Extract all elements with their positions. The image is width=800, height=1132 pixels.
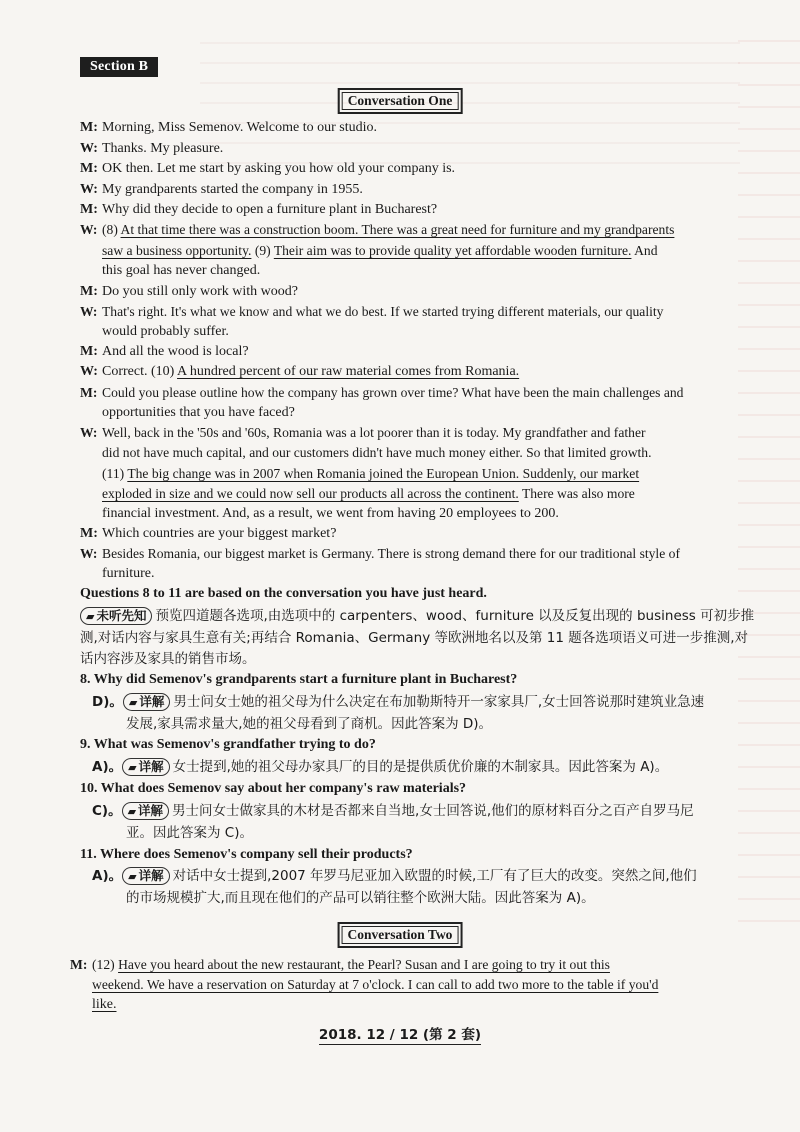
dialogue-line: would probably suffer.: [102, 324, 229, 339]
answer-10-cont: 亚。因此答案为 C)。: [126, 825, 253, 841]
questions-header: Questions 8 to 11 are based on the conversation you have just heard.: [80, 586, 487, 601]
dialogue-line: M: Which countries are your biggest market?: [80, 526, 337, 541]
key-sentence-8: At that time there was a construction boom. There was a great need for furniture and my grandparents: [120, 222, 675, 237]
preview-badge: ▰ 未听先知: [80, 607, 152, 625]
dialogue-line-q10: W: Correct. (10) A hundred percent of our raw material comes from Romania.: [80, 364, 520, 379]
dialogue-line-q9: saw a business opportunity. (9) Their aim was to provide quality yet affordable wooden furniture. And: [102, 243, 658, 258]
dialogue-line: M: Why did they decide to open a furniture plant in Bucharest?: [80, 202, 438, 217]
preview-line: 话内容涉及家具的销售市场。: [80, 651, 256, 667]
detail-badge: ▰ 详解: [122, 758, 169, 776]
conversation-one-title: Conversation One: [338, 88, 463, 114]
dialogue-line: M: Morning, Miss Semenov. Welcome to our studio.: [80, 120, 377, 135]
dialogue-line: W: Well, back in the '50s and '60s, Romania was a lot poorer than it is today. My grandfather and father: [80, 425, 646, 440]
question-9: 9. What was Semenov's grandfather trying to do?: [80, 737, 376, 752]
dialogue-line: W: That's right. It's what we know and what we do best. If we started trying different materials, our quality: [80, 304, 664, 319]
dialogue-line: financial investment. And, as a result, we went from having 20 employees to 200.: [102, 506, 559, 521]
answer-10: C)。 ▰ 详解 男士问女士做家具的木材是否都来自当地,女士回答说,他们的原材料百分之百产自罗马尼: [92, 803, 694, 819]
folder-icon: ▰: [127, 805, 137, 818]
dialogue-line-q8: W: (8) At that time there was a construction boom. There was a great need for furniture and my grandparents: [80, 222, 675, 237]
dialogue-line: this goal has never changed.: [102, 263, 261, 278]
bleed-through-texture-right: [738, 40, 800, 940]
detail-badge: ▰ 详解: [123, 693, 170, 711]
preview-line: ▰ 未听先知 预览四道题各选项,由选项中的 carpenters、wood、furniture 以及反复出现的 business 可初步推: [80, 606, 738, 626]
key-sentence-9: Their aim was to provide quality yet affordable wooden furniture.: [273, 243, 632, 258]
dialogue-line: W: Thanks. My pleasure.: [80, 141, 224, 156]
folder-icon: ▰: [86, 610, 95, 623]
dialogue-line-q11: (11) The big change was in 2007 when Romania joined the European Union. Suddenly, our market: [102, 466, 640, 481]
key-sentence-11: The big change was in 2007 when Romania joined the European Union. Suddenly, our market: [127, 466, 640, 481]
dialogue-line: W: Besides Romania, our biggest market is Germany. There is strong demand there for our traditional style of: [80, 546, 680, 561]
section-label: Section B: [80, 57, 158, 77]
key-sentence-10: A hundred percent of our raw material comes from Romania.: [177, 364, 520, 379]
dialogue-line: M: Could you please outline how the company has grown over time? What have been the main challenges and: [80, 385, 684, 400]
folder-icon: ▰: [128, 761, 137, 774]
answer-8-cont: 发展,家具需求量大,她的祖父母看到了商机。因此答案为 D)。: [126, 716, 493, 732]
page-footer: 2018. 12 / 12 (第 2 套): [318, 1027, 482, 1043]
folder-icon: ▰: [128, 870, 137, 883]
dialogue-line: W: My grandparents started the company in 1955.: [80, 182, 363, 197]
question-8: 8. Why did Semenov's grandparents start a furniture plant in Bucharest?: [80, 672, 518, 687]
dialogue-line: like.: [92, 997, 117, 1012]
dialogue-line: did not have much capital, and our customers didn't have much money either. So that limited growth.: [102, 445, 652, 460]
dialogue-line: weekend. We have a reservation on Saturday at 7 o'clock. I can call to add two more to the table if you'd: [92, 977, 659, 992]
dialogue-line: M: And all the wood is local?: [80, 344, 249, 359]
detail-badge: ▰ 详解: [122, 867, 169, 885]
dialogue-line: M: Do you still only work with wood?: [80, 284, 298, 299]
answer-11: A)。 ▰ 详解 对话中女士提到,2007 年罗马尼亚加入欧盟的时候,工厂有了巨大的改变。突然之间,他们: [92, 868, 697, 884]
answer-9: A)。 ▰ 详解 女士提到,她的祖父母办家具厂的目的是提供质优价廉的木制家具。因此答案为 A)。: [92, 759, 669, 775]
question-11: 11. Where does Semenov's company sell their products?: [80, 847, 413, 862]
dialogue-line: furniture.: [102, 566, 155, 581]
question-10: 10. What does Semenov say about her company's raw materials?: [80, 781, 467, 796]
folder-icon: ▰: [128, 696, 138, 709]
answer-11-cont: 的市场规模扩大,而且现在他们的产品可以销往整个欧洲大陆。因此答案为 A)。: [126, 890, 595, 906]
key-sentence-12: Have you heard about the new restaurant, the Pearl? Susan and I are going to try it out this: [118, 957, 610, 972]
dialogue-line-q12: M: (12) Have you heard about the new restaurant, the Pearl? Susan and I are going to try it out this: [70, 957, 610, 972]
conversation-two-title: Conversation Two: [338, 922, 463, 948]
preview-line: 测,对话内容与家具生意有关;再结合 Romania、Germany 等欧洲地名以及第 11 题各选项语义可进一步推测,对: [80, 630, 749, 646]
dialogue-line: exploded in size and we could now sell our products all across the continent. There was also more: [102, 486, 635, 501]
dialogue-line: M: OK then. Let me start by asking you how old your company is.: [80, 161, 456, 176]
detail-badge: ▰ 详解: [122, 802, 169, 820]
dialogue-line: opportunities that you have faced?: [102, 405, 295, 420]
answer-8: D)。 ▰ 详解 男士问女士她的祖父母为什么决定在布加勒斯特开一家家具厂,女士回答说那时建筑业急速: [92, 694, 705, 710]
